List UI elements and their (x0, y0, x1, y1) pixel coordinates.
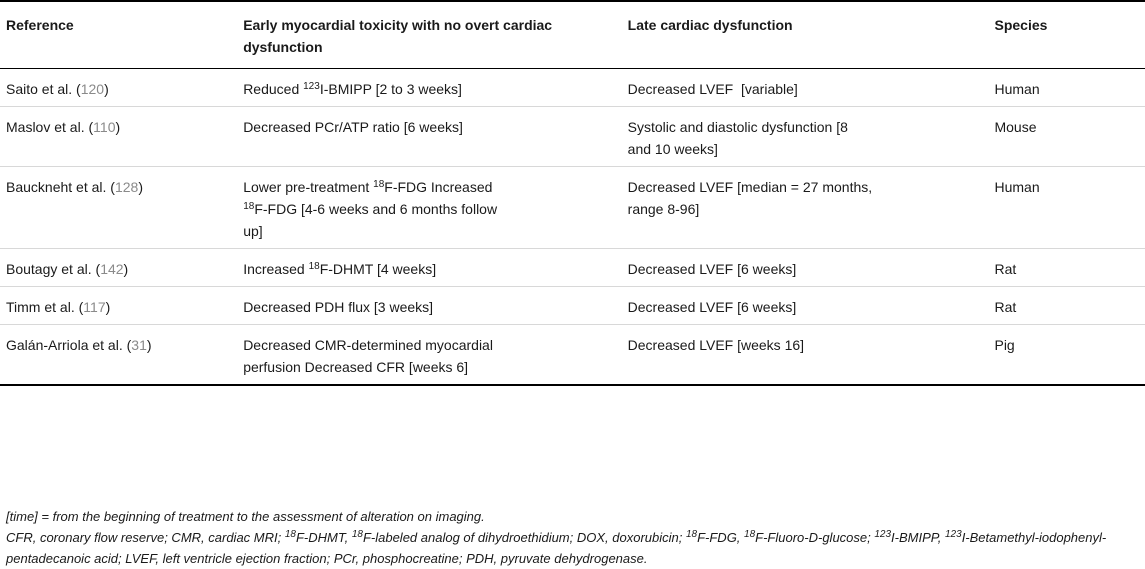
early-text: I-BMIPP [2 to 3 weeks] (319, 81, 462, 97)
cell-early (243, 107, 627, 167)
cell-reference: Bauckneht et al. (128) (6, 179, 143, 195)
cell-late: Decreased LVEF [weeks 16] (627, 337, 805, 353)
table-body (0, 69, 1145, 386)
late-text: Decreased LVEF [median = 27 months, range 8-96] (627, 179, 873, 217)
isotope-superscript: 123 (945, 529, 962, 540)
early-text: Decreased PDH flux [3 weeks] (243, 299, 434, 315)
citation-link[interactable]: 128 (114, 179, 139, 195)
citation-link[interactable]: 120 (80, 81, 105, 97)
table-row (0, 107, 1145, 167)
early-text: Decreased PCr/ATP ratio [6 weeks] (243, 119, 463, 135)
early-text: F-FDG [4-6 weeks and 6 months follow up] (243, 201, 498, 239)
author-name: Maslov et al. (6, 119, 85, 135)
early-text: Decreased CMR-determined myocardial perfusion Decreased CFR [weeks 6] (243, 337, 493, 375)
early-text: F-FDG Increased (384, 179, 493, 195)
author-name: Galán-Arriola et al. (6, 337, 123, 353)
citation-link[interactable]: 31 (131, 337, 147, 353)
cell-early (243, 167, 627, 249)
cell-early (243, 69, 627, 107)
isotope-superscript: 123 (874, 529, 892, 540)
isotope-superscript: 18 (373, 179, 385, 190)
header-row (0, 1, 1145, 69)
table-row (0, 325, 1145, 386)
table-row (0, 167, 1145, 249)
abbr-text: I-Betamethyl-iodophenyl-pentadecanoic acid; LVEF, left ventricle ejection fraction; PCr, phosphocreatine; PDH, pyruvate dehydrogenase. (6, 530, 1107, 566)
cell-late (628, 167, 995, 249)
header-late-dysfunction: Late cardiac dysfunction (627, 17, 793, 33)
isotope-superscript: 18 (284, 529, 296, 540)
author-name: Timm et al. (6, 299, 75, 315)
cell-late: Decreased LVEF [6 weeks] (627, 299, 797, 315)
abbr-text: CFR, coronary flow reserve; CMR, cardiac MRI; (6, 530, 285, 545)
cell-species: Mouse (994, 119, 1037, 135)
cell-early (243, 249, 627, 287)
isotope-superscript: 18 (243, 201, 255, 212)
header-reference: Reference (6, 17, 74, 33)
table-row (0, 69, 1145, 107)
cell-species: Human (994, 179, 1040, 195)
header-species: Species (994, 17, 1048, 33)
table-header (0, 1, 1145, 69)
table-footnotes (6, 506, 1142, 569)
cell-reference: Galán-Arriola et al. (31) (6, 337, 152, 353)
citation-link[interactable]: 142 (100, 261, 124, 277)
cell-reference: Maslov et al. (110) (6, 119, 121, 135)
cell-species: Human (994, 81, 1040, 97)
isotope-superscript: 18 (308, 261, 320, 272)
cell-species: Rat (994, 261, 1017, 277)
isotope-superscript: 18 (685, 529, 698, 540)
abbr-text: F-FDG, (697, 530, 745, 545)
abbreviations-footnote (6, 527, 1142, 569)
abbr-text: I-BMIPP, (891, 530, 945, 545)
late-text: Systolic and diastolic dysfunction [8 and 10 weeks] (627, 119, 848, 157)
table-row (0, 287, 1145, 325)
author-name: Saito et al. (6, 81, 73, 97)
abbr-text: F-Fluoro-D-glucose; (755, 530, 875, 545)
cell-late (628, 107, 995, 167)
isotope-superscript: 18 (351, 529, 363, 540)
abbr-text: F-DHMT, (295, 530, 352, 545)
cell-late: Decreased LVEF [6 weeks] (627, 261, 797, 277)
citation-link[interactable]: 117 (83, 299, 106, 315)
cell-reference: Saito et al. (120) (6, 81, 109, 97)
cell-species: Pig (994, 337, 1015, 353)
header-early-toxicity: Early myocardial toxicity with no overt cardiac dysfunction (243, 17, 553, 55)
cell-late: Decreased LVEF [variable] (627, 81, 798, 97)
cell-early (243, 325, 627, 386)
citation-link[interactable]: 110 (93, 119, 116, 135)
abbr-text: F-labeled analog of dihydroethidium; DOX, doxorubicin; (362, 530, 686, 545)
time-footnote: [time] = from the beginning of treatment to the assessment of alteration on imaging. (6, 509, 485, 524)
cell-species: Rat (994, 299, 1017, 315)
cell-early (243, 287, 627, 325)
early-text: Reduced (243, 81, 304, 97)
cell-reference: Timm et al. (117) (6, 299, 111, 315)
cell-reference: Boutagy et al. (142) (6, 261, 129, 277)
isotope-superscript: 18 (744, 529, 756, 540)
early-text: F-DHMT [4 weeks] (319, 261, 437, 277)
early-text: Increased (243, 261, 309, 277)
table-row (0, 249, 1145, 287)
author-name: Boutagy et al. (6, 261, 92, 277)
author-name: Bauckneht et al. (6, 179, 107, 195)
isotope-superscript: 123 (303, 81, 320, 92)
early-text: Lower pre-treatment (243, 179, 374, 195)
